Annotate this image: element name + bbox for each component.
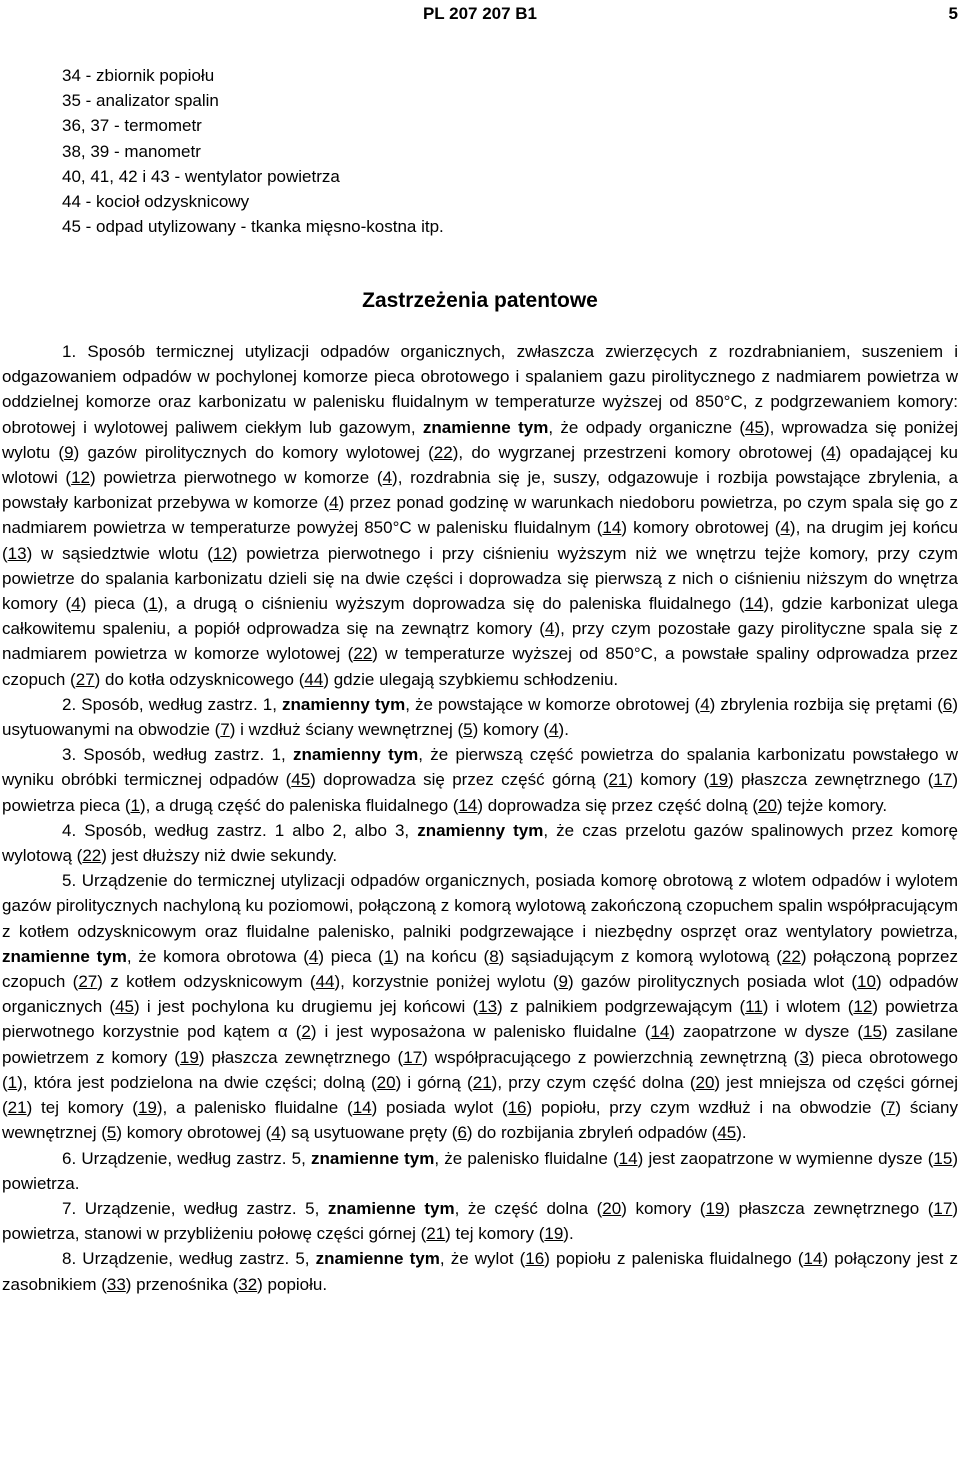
- claim-text: 7. Urządzenie, według zastrz. 5,: [62, 1198, 328, 1218]
- reference-number: 4: [329, 493, 339, 513]
- reference-number: 19: [179, 1047, 199, 1067]
- claim-text: ) z kotłem odzysknicowym (: [97, 972, 316, 992]
- reference-number: 44: [304, 669, 324, 689]
- claim-text: ).: [558, 720, 569, 740]
- reference-number: 12: [853, 997, 873, 1017]
- claim-text: ), na drugim jej końcu (: [2, 518, 958, 563]
- reference-number: 1: [130, 795, 140, 815]
- claim-text: ), rozdrabnia się je, suszy, odgazowuje i rozbija powstające zbrylenia, a powstały karbonizat przebywa w komorze (: [2, 468, 959, 513]
- reference-number: 5: [463, 720, 473, 740]
- reference-number: 11: [745, 997, 763, 1017]
- reference-number: 20: [695, 1072, 715, 1092]
- reference-number: 45: [717, 1123, 737, 1143]
- claim-keyword: znamienny tym: [417, 820, 544, 840]
- reference-number: 16: [525, 1249, 545, 1269]
- reference-number: 4: [71, 594, 81, 614]
- reference-number: 20: [758, 795, 777, 815]
- reference-number: 4: [700, 694, 710, 714]
- reference-number: 19: [137, 1098, 157, 1118]
- claim-text: ) gdzie ulegają szybkiemu schłodzeniu.: [323, 669, 619, 689]
- reference-number: 19: [544, 1224, 564, 1244]
- claim-keyword: znamienne tym: [315, 1249, 440, 1269]
- reference-number: 8: [489, 946, 499, 966]
- claim-text: ), a palenisko fluidalne (: [156, 1098, 353, 1118]
- claim-text: , że pierwszą część powietrza do spalania karbonizatu powstałego w wyniku obróbki termicznej odpadów (: [2, 745, 958, 790]
- reference-number: 17: [403, 1047, 423, 1067]
- claim-text: ) popiołu z paleniska fluidalnego (: [544, 1249, 804, 1269]
- reference-number: 14: [458, 795, 478, 815]
- reference-number: 4: [780, 518, 790, 538]
- claim-text: ), do wygrzanej przestrzeni komory obrotowej (: [452, 442, 827, 462]
- claim-text: ) połączony jest z zasobnikiem (: [2, 1249, 959, 1294]
- reference-number: 4: [549, 720, 559, 740]
- claim-text: ) współpracującego z powierzchnią zewnętrzną (: [422, 1047, 800, 1067]
- claim-text: ) do kotła odzysknicowego (: [94, 669, 305, 689]
- claim-keyword: znamienne tym: [327, 1198, 455, 1218]
- reference-number: 14: [618, 1148, 638, 1168]
- reference-number: 20: [602, 1198, 622, 1218]
- reference-number: 21: [608, 770, 628, 790]
- claim-text: ) pieca obrotowego (: [2, 1047, 958, 1092]
- claim-text: ) posiada wylot (: [371, 1098, 508, 1118]
- claim-text: ), a drugą o ciśnieniu wyższym doprowadza się do paleniska fluidalnego (: [157, 594, 745, 614]
- claim-text: ), a drugą część do paleniska fluidalnego (: [139, 795, 459, 815]
- claim-text: 6. Urządzenie, według zastrz. 5,: [62, 1148, 312, 1168]
- claim-text: ) odpadów organicznych (: [2, 972, 958, 1017]
- claim-text: ) pieca (: [80, 594, 149, 614]
- claim-text: ) przenośnika (: [125, 1274, 239, 1294]
- reference-number: 9: [558, 972, 569, 992]
- claim-keyword: znamienne tym: [311, 1148, 435, 1168]
- claim-text: ) zasilane powietrzem z komory (: [2, 1022, 958, 1067]
- reference-number: 33: [106, 1274, 126, 1294]
- claim-5: [2, 868, 958, 1145]
- claim-text: ) przez ponad godzinę w warunkach niedoboru powietrza, po czym spala się go z nadmiarem powietrza w temperaturze powyżej 850°C w palenisku fluidalnym (: [2, 493, 958, 538]
- claim-7: [2, 1196, 958, 1246]
- claim-text: ), gdzie karbonizat ulega całkowitemu spaleniu, a popiół odprowadza się na zewnątrz komory (: [2, 594, 958, 639]
- claim-text: ) tej komory (: [26, 1098, 138, 1118]
- claim-text: ) i jest wyposażona w palenisko fluidalne (: [310, 1022, 651, 1042]
- reference-number: 15: [933, 1148, 953, 1168]
- claim-text: ) komory obrotowej (: [621, 518, 781, 538]
- claim-text: 1. Sposób termicznej utylizacji odpadów organicznych, zwłaszcza zwierzęcych z rozdrabnianiem, suszeniem i odgazowaniem odpadów w pochylonej komorze pieca obrotowego i spalaniem gazu pirolitycznego z nadmiarem powietrza w oddzielnej komorze oraz karbonizatu w palenisku fluidalnym w temperaturze wyższej od 850°C, z podgrzewaniem komory: obrotowej i wylotowej paliwem ciekłym lub gazowym,: [2, 342, 958, 437]
- claim-text: ) komory (: [621, 1198, 706, 1218]
- legend-item: 35 - analizator spalin: [62, 91, 219, 111]
- claim-text: ) jest zaopatrzone w wymienne dysze (: [637, 1148, 934, 1168]
- claim-text: ) w sąsiedztwie wlotu (: [26, 543, 213, 563]
- reference-number: 27: [75, 669, 95, 689]
- reference-number: 12: [212, 543, 232, 563]
- reference-number: 32: [238, 1274, 258, 1294]
- claim-text: , że odpady organiczne (: [548, 417, 746, 437]
- reference-number: 1: [7, 1072, 18, 1092]
- reference-number: 4: [382, 468, 393, 488]
- page-number: 5: [948, 4, 958, 23]
- claim-text: ) sąsiadującym z komorą wylotową (: [498, 946, 782, 966]
- claim-text: ) popiołu, przy czym wzdłuż i na obwodzie (: [526, 1098, 886, 1118]
- claim-text: ) komory obrotowej (: [116, 1123, 272, 1143]
- reference-number: 21: [7, 1098, 27, 1118]
- claim-8: [2, 1246, 958, 1296]
- reference-number: 44: [315, 972, 335, 992]
- claim-keyword: znamienne tym: [422, 417, 549, 437]
- claim-text: ) i górną (: [395, 1072, 473, 1092]
- claim-text: 8. Urządzenie, według zastrz. 5,: [62, 1249, 316, 1269]
- claim-keyword: znamienne tym: [2, 946, 127, 966]
- claim-text: ) w temperaturze wyższej od 850°C, a powstałe spaliny odprowadza przez czopuch (: [2, 644, 958, 689]
- claim-text: ) i jest pochylona ku drugiemu jej końcowi (: [133, 997, 479, 1017]
- claim-text: ) usytuowanymi na obwodzie (: [2, 694, 959, 740]
- reference-number: 12: [71, 468, 91, 488]
- claim-text: ), która jest podzielona na dwie części; dolną (: [17, 1072, 377, 1092]
- legend-item: 45 - odpad utylizowany - tkanka mięsno-kostna itp.: [62, 217, 444, 237]
- reference-number: 4: [544, 619, 555, 639]
- claim-text: ) na końcu (: [393, 946, 490, 966]
- claims-heading: Zastrzeżenia patentowe: [362, 289, 598, 312]
- claim-text: 5. Urządzenie do termicznej utylizacji odpadów organicznych, posiada komorę obrotową z wlotem odpadów i wylotem gazów pirolitycznych nachyloną ku poziomowi, połączoną z komorą wylotową zakończoną czopuchem spalin współpracującym z kotłem odzysknicowym oraz fluidalne palenisko, palniki podgrzewające i niezbędny osprzęt oraz wentylatory powietrza,: [2, 871, 958, 941]
- claim-4: [2, 818, 958, 868]
- claim-text: , że część dolna (: [454, 1198, 603, 1218]
- claim-text: ) są usytuowane pręty (: [280, 1123, 458, 1143]
- reference-number: 7: [220, 720, 230, 740]
- reference-number: 13: [478, 997, 498, 1017]
- reference-number: 9: [64, 442, 74, 462]
- reference-number: 17: [933, 1198, 953, 1218]
- claim-text: 4. Sposób, według zastrz. 1 albo 2, albo 3,: [62, 820, 418, 840]
- reference-number: 45: [115, 997, 134, 1017]
- claim-6: [2, 1146, 958, 1196]
- claim-text: ) jest mniejsza od części górnej (: [2, 1072, 958, 1118]
- claim-text: ) doprowadza się przez część górną (: [310, 770, 609, 790]
- claim-text: ) powietrza pierwotnego i przy ciśnieniu wyższym niż we wnętrzu tejże komory, przy czym powietrze do spalania karbonizatu dzieli się na dwie części i doprowadza się pierwszą z nich o ciśnieniu niższym do wnętrza komory (: [2, 543, 958, 614]
- reference-number: 17: [933, 770, 953, 790]
- claim-text: 3. Sposób, według zastrz. 1,: [62, 745, 293, 765]
- claim-text: ) i wzdłuż ściany wewnętrznej (: [229, 720, 464, 740]
- reference-number: 27: [78, 972, 98, 992]
- reference-number: 5: [106, 1123, 117, 1143]
- claim-text: ) komory (: [472, 720, 550, 740]
- claim-text: ) połączoną poprzez czopuch (: [2, 946, 959, 992]
- claim-text: ) płaszcza zewnętrznego (: [728, 770, 934, 790]
- reference-number: 1: [383, 946, 394, 966]
- claim-text: ) ściany wewnętrznej (: [2, 1098, 959, 1143]
- reference-number: 45: [291, 770, 311, 790]
- reference-number: 4: [271, 1123, 281, 1143]
- reference-number: 16: [507, 1098, 527, 1118]
- claim-text: ) komory (: [627, 770, 710, 790]
- claim-text: ), przy czym pozostałe gazy pirolityczne spala się z nadmiarem powietrza w komorze wylotowej (: [2, 619, 958, 664]
- reference-number: 4: [826, 442, 836, 462]
- claim-text: 2. Sposób, według zastrz. 1,: [62, 694, 283, 714]
- legend-item: 34 - zbiornik popiołu: [62, 66, 215, 85]
- reference-number: 10: [857, 972, 876, 992]
- patent-number: PL 207 207 B1: [422, 4, 538, 23]
- claim-3: [2, 742, 958, 818]
- claim-text: ) powietrza, stanowi w przybliżeniu połowę części górnej (: [2, 1198, 959, 1244]
- reference-number: 21: [472, 1072, 492, 1092]
- reference-legend: [62, 63, 444, 239]
- claim-text: ) popiołu.: [257, 1274, 328, 1294]
- claim-text: ) płaszcza zewnętrznego (: [198, 1047, 404, 1067]
- reference-number: 7: [885, 1098, 896, 1118]
- claim-2: [2, 692, 958, 742]
- reference-number: 15: [863, 1022, 882, 1042]
- reference-number: 6: [457, 1123, 467, 1143]
- claim-text: ).: [736, 1123, 747, 1143]
- reference-number: 1: [148, 594, 158, 614]
- claim-keyword: znamienny tym: [282, 694, 406, 714]
- reference-number: 22: [433, 442, 453, 462]
- reference-number: 21: [426, 1224, 446, 1244]
- claim-text: ) do rozbijania zbryleń odpadów (: [466, 1123, 718, 1143]
- claim-text: , że wylot (: [439, 1249, 526, 1269]
- claim-text: ) zbrylenia rozbija się prętami (: [709, 694, 943, 714]
- claim-text: , że palenisko fluidalne (: [434, 1148, 619, 1168]
- claim-text: ) gazów pirolitycznych do komory wylotowej (: [73, 442, 434, 462]
- claim-text: , że komora obrotowa (: [126, 946, 309, 966]
- reference-number: 22: [82, 846, 102, 866]
- claim-text: ) zaopatrzone w dysze (: [669, 1022, 864, 1042]
- claim-text: ) powietrza.: [2, 1148, 958, 1193]
- reference-number: 14: [602, 518, 622, 538]
- claims-list: [2, 339, 958, 1297]
- legend-item: 44 - kocioł odzysknicowy: [62, 192, 250, 212]
- claim-text: ) powietrza pieca (: [2, 770, 958, 815]
- claim-text: ) jest dłuższy niż dwie sekundy.: [101, 846, 338, 866]
- claim-text: ) doprowadza się przez część dolną (: [477, 795, 759, 815]
- claim-text: ), korzystnie poniżej wylotu (: [334, 972, 559, 992]
- reference-number: 3: [799, 1047, 809, 1067]
- claim-text: ) z palnikiem podgrzewającym (: [497, 997, 746, 1017]
- legend-item: 38, 39 - manometr: [62, 141, 201, 161]
- reference-number: 2: [301, 1022, 311, 1042]
- reference-number: 14: [744, 594, 764, 614]
- claim-text: ) płaszcza zewnętrznego (: [724, 1198, 934, 1218]
- claim-text: ) pieca (: [318, 946, 384, 966]
- claim-text: ) i wlotem (: [762, 997, 854, 1017]
- claim-text: ) gazów pirolitycznych posiada wlot (: [568, 972, 858, 992]
- claim-text: ) tej komory (: [445, 1224, 545, 1244]
- claim-1: [2, 339, 958, 692]
- reference-number: 20: [376, 1072, 396, 1092]
- claim-text: , że powstające w komorze obrotowej (: [405, 694, 701, 714]
- reference-number: 14: [352, 1098, 372, 1118]
- reference-number: 19: [705, 1198, 725, 1218]
- claim-text: ) opadającej ku wlotowi (: [2, 442, 958, 488]
- legend-item: 36, 37 - termometr: [62, 116, 202, 136]
- reference-number: 13: [7, 543, 27, 563]
- claim-text: ), wprowadza się poniżej wylotu (: [2, 417, 959, 462]
- reference-number: 6: [942, 694, 953, 714]
- claim-text: ) tejże komory.: [776, 795, 888, 815]
- legend-item: 40, 41, 42 i 43 - wentylator powietrza: [62, 166, 340, 186]
- claim-text: ).: [563, 1224, 574, 1244]
- reference-number: 14: [803, 1249, 823, 1269]
- reference-number: 22: [353, 644, 373, 664]
- claim-text: ), przy czym część dolna (: [491, 1072, 696, 1092]
- claim-text: , że czas przelotu gazów spalinowych przez komorę wylotową (: [2, 820, 958, 866]
- claim-text: ) powietrza pierwotnego w komorze (: [90, 468, 383, 488]
- reference-number: 14: [650, 1022, 670, 1042]
- reference-number: 45: [745, 417, 764, 437]
- reference-number: 22: [781, 946, 801, 966]
- reference-number: 19: [709, 770, 729, 790]
- reference-number: 4: [308, 946, 319, 966]
- claim-keyword: znamienny tym: [292, 745, 419, 765]
- claim-text: ) powietrza pierwotnego korzystnie pod kątem α (: [2, 997, 958, 1042]
